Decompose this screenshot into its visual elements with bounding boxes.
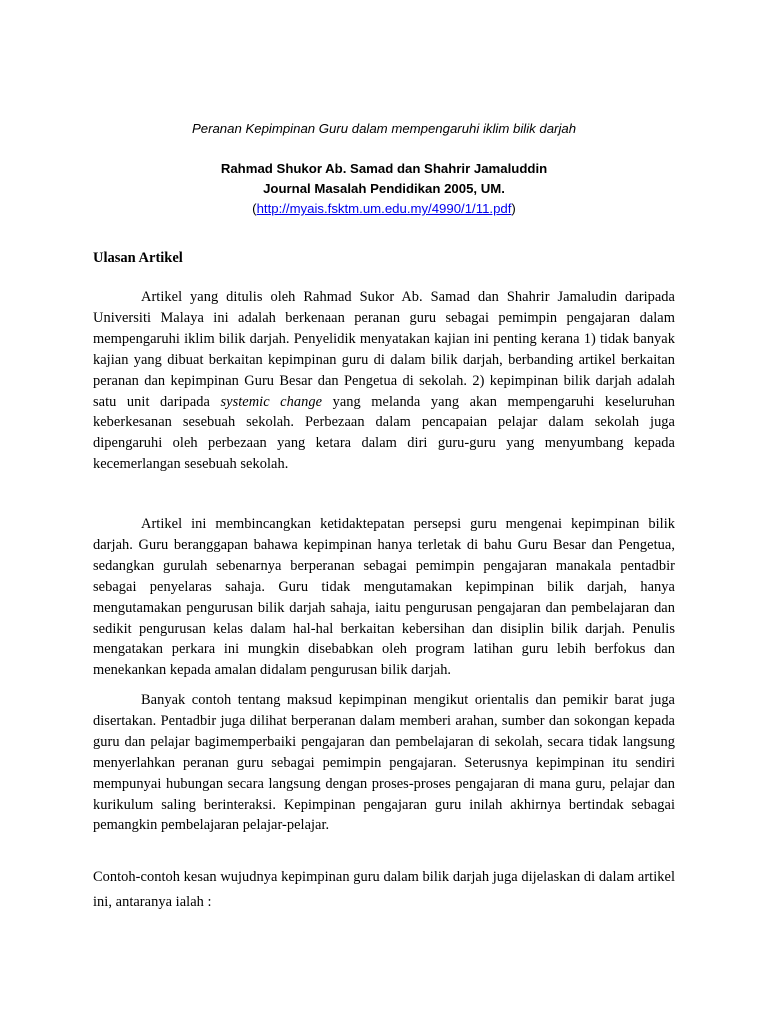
paragraph-2: Artikel ini membincangkan ketidaktepatan persepsi guru mengenai kepimpinan bilik darjah. Guru beranggapan bahawa kepimpinan hanya terletak di bahu Guru Besar dan Pengetua, sedangkan gurulah sebenarnya berperanan sebagai pemimpin pengajaran manakala pentadbir sebagai penyelaras sahaja. Guru tidak mengutamakan kepimpinan bilik darjah, hanya mengutamakan pengurusan bilik darjah sahaja, iaitu pengurusan pengajaran dan pembelajaran dan sedikit pengurusan kelas dalam hal-hal berkaitan kebersihan dan disiplin bilik darjah. Penulis mengatakan perkara ini mungkin disebabkan oleh program latihan guru lebih berfokus dan menekankan kepada amalan didalam pengurusan bilik darjah.: [93, 516, 675, 679]
url-close-paren: ): [511, 201, 516, 216]
source-url-link[interactable]: http://myais.fsktm.um.edu.my/4990/1/11.pdf: [256, 201, 512, 216]
paragraph-1-text-b: yang melanda yang akan mempengaruhi keseluruhan keberkesanan sesebuah sekolah. Perbezaan dalam pencapaian pelajar dalam sekolah juga dipengaruhi oleh perbezaan yang ketara dalam diri guru-guru yang menyumbang kepada kecemerlangan sesebuah sekolah.: [93, 393, 676, 473]
journal-citation: Journal Masalah Pendidikan 2005, UM.: [263, 181, 505, 196]
section-heading: Ulasan Artikel: [93, 250, 183, 266]
source-url-line: [93, 200, 675, 218]
article-title: Peranan Kepimpinan Guru dalam mempengaruhi iklim bilik darjah: [191, 121, 577, 136]
paragraph-3: Banyak contoh tentang maksud kepimpinan mengikut orientalis dan pemikir barat juga disertakan. Pentadbir juga dilihat berperanan dalam memberi arahan, sumber dan sokongan kepada guru dan pelajar bagimemperbaiki pengajaran dan pembelajaran di sekolah, secara tidak langsung menyerlahkan peranan guru sebagai pemimpin pengajaran. Seterusnya kepimpinan itu sendiri mempunyai hubungan secara langsung dengan proses-proses pengajaran di mana guru, pelajar dan kurikulum saling berinteraksi. Kepimpinan pengajaran guru inilah akhirnya bertindak sebagai pemangkin pembelajaran pelajar-pelajar.: [93, 692, 675, 834]
paragraph-1-italic-term: systemic change: [220, 393, 323, 410]
paragraph-4: Contoh-contoh kesan wujudnya kepimpinan guru dalam bilik darjah juga dijelaskan di dalam artikel ini, antaranya ialah :: [93, 869, 675, 910]
paragraph-1: [93, 287, 675, 475]
document-page: [93, 0, 675, 1024]
article-authors: Rahmad Shukor Ab. Samad dan Shahrir Jamaluddin: [220, 161, 548, 176]
url-open-paren: (: [252, 201, 257, 216]
paragraph-1-text-a: Artikel yang ditulis oleh Rahmad Sukor Ab. Samad dan Shahrir Jamaludin daripada Universiti Malaya ini adalah berkenaan peranan guru sebagai pemimpin pengajaran dalam mempengaruhi iklim bilik darjah. Penyelidik menyatakan kajian ini penting kerana 1) tidak banyak kajian yang dibuat berkaitan kepimpinan guru di dalam bilik darjah, berbanding artikel berkaitan peranan dan kepimpinan Guru Besar dan Pengetua di sekolah. 2) kepimpinan bilik darjah adalah satu unit daripada: [93, 289, 675, 410]
